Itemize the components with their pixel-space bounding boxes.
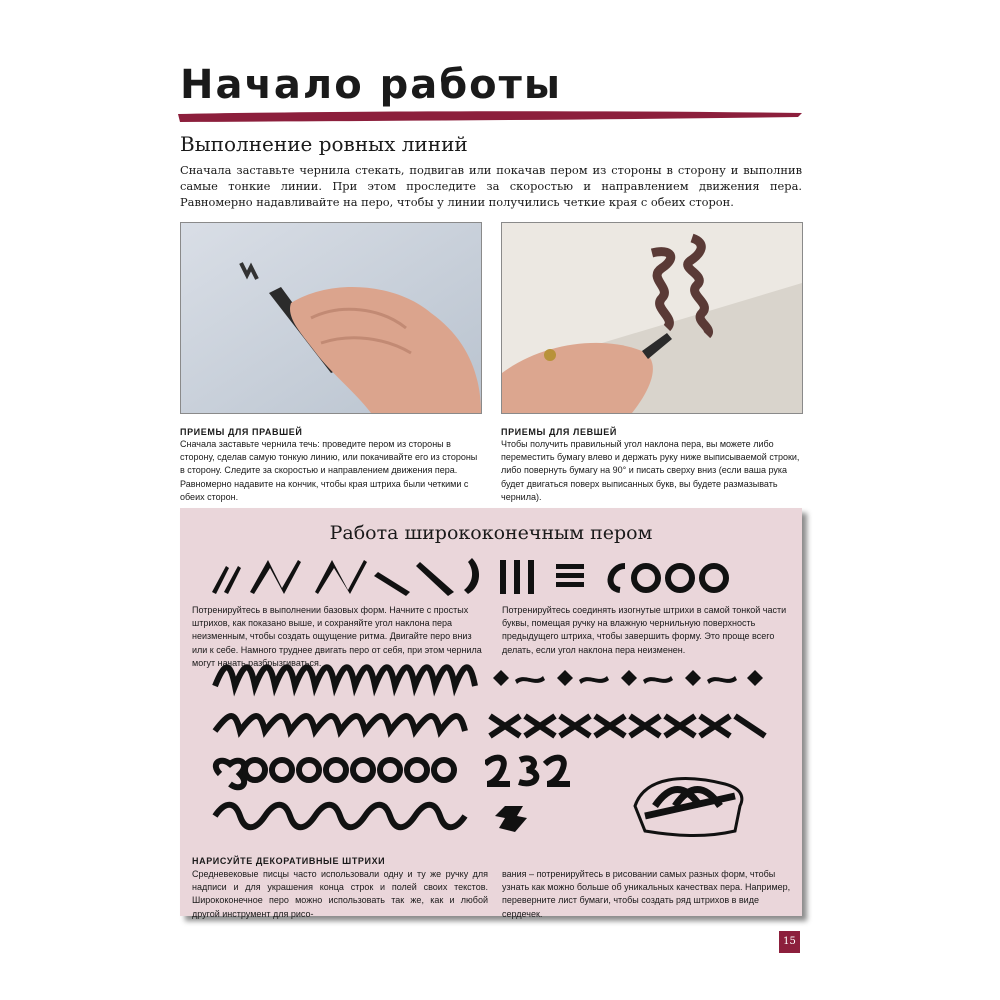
photo-left-hand — [501, 222, 803, 414]
box-text-curved-strokes: Потренируйтесь соединять изогнутые штрихи в самой тонкой части буквы, помещая ручку на влажную чернильную поверхность предыдущего штриха, чтобы завершить форму. Это проще всего делать, если угол наклона пера неизменен. — [502, 605, 787, 655]
caption-right-hand-text: Сначала заставьте чернила течь: проведите пером из стороны в сторону, сделав самую тонкую линию, или покачивайте его из стороны в сторону. Следите за скоростью и направлением движения пера. Равномерно надавите на кончик, чтобы края штриха были четкими с обеих сторон. — [180, 439, 478, 502]
caption-left-hand-text: Чтобы получить правильный угол наклона пера, вы можете либо переместить бумагу влево и держать руку ниже выписываемой строки, либо повернуть бумагу на 90° и писать сверху вниз (если ваша рука будет двигаться поверх выписанных букв, вы будете размазывать чернила). — [501, 439, 800, 502]
page-number: 15 — [779, 931, 800, 953]
caption-right-hand-heading: ПРИЕМЫ ДЛЯ ПРАВШЕЙ — [180, 427, 303, 437]
broad-nib-box — [180, 508, 802, 919]
title-brush-stroke — [178, 108, 802, 124]
box-title: Работа ширококонечным пером — [329, 522, 653, 544]
section-title: Выполнение ровных линий — [180, 132, 468, 156]
box-decor-text-left: Средневековые писцы часто использовали одну и ту же ручку для надписи и для украшения конца строк и полей своих текстов. Ширококонечное перо можно использовать так же, как и любой другой инструмент для рисо- — [192, 869, 488, 919]
pattern-illustrations-left — [210, 656, 500, 846]
basic-strokes-illustration — [210, 552, 770, 600]
caption-left-hand-heading: ПРИЕМЫ ДЛЯ ЛЕВШЕЙ — [501, 427, 617, 437]
box-decor-text-right: вания – потренируйтесь в рисовании самых разных форм, чтобы узнать как можно больше об уникальных качествах пера. Например, переверните лист бумаги, чтобы создать ряд штрихов в виде сердечек. — [502, 869, 791, 919]
intro-paragraph: Сначала заставьте чернила стекать, подвигав или покачав пером из стороны в сторону и выполнив самые тонкие линии. При этом проследите за скоростью и направлением движения пера. Равномерно надавливайте на перо, чтобы у линии получились четкие края с обеих сторон. — [180, 163, 802, 209]
page-title: Начало работы — [180, 62, 563, 108]
box-decor-heading: НАРИСУЙТЕ ДЕКОРАТИВНЫЕ ШТРИХИ — [192, 856, 386, 866]
box-text-basic-forms: Потренируйтесь в выполнении базовых форм. Начните с простых штрихов, как показано выше, и сохраняйте угол наклона пера неизменным, чтобы создать ощущение ритма. Двигайте перо вниз или к себе. Намного труднее двигать перо от себя, при этом чернила могут начать разбрызгиваться. — [192, 605, 482, 668]
photo-right-hand — [180, 222, 482, 414]
pattern-illustrations-right — [485, 656, 785, 846]
